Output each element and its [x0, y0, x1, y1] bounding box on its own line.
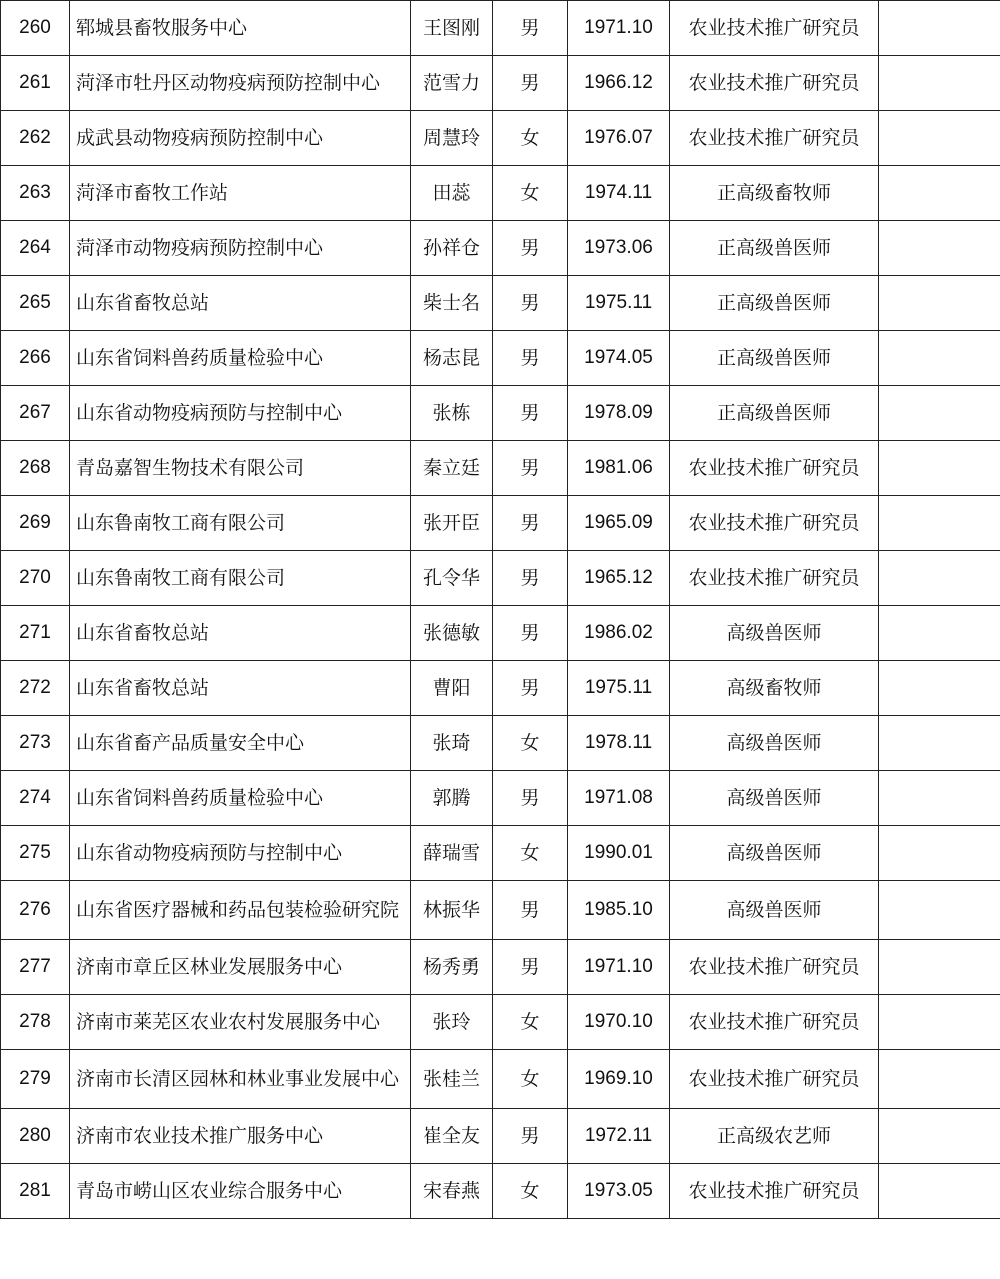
row-number: 281 [1, 1164, 70, 1219]
organization-cell: 菏泽市动物疫病预防控制中心 [70, 221, 411, 276]
birth-date-cell: 1973.06 [568, 221, 670, 276]
professional-title-cell: 正高级兽医师 [670, 331, 879, 386]
organization-cell: 青岛市崂山区农业综合服务中心 [70, 1164, 411, 1219]
gender-cell: 男 [493, 1, 568, 56]
row-number: 268 [1, 441, 70, 496]
table-row [1, 940, 1000, 995]
roster-body [1, 1, 1000, 1219]
person-name-cell: 宋春燕 [411, 1164, 493, 1219]
row-number: 278 [1, 995, 70, 1050]
organization-cell: 山东鲁南牧工商有限公司 [70, 496, 411, 551]
remarks-cell [879, 940, 1000, 995]
birth-date-cell: 1978.11 [568, 716, 670, 771]
birth-date-cell: 1986.02 [568, 606, 670, 661]
birth-date-cell: 1969.10 [568, 1050, 670, 1109]
row-number: 264 [1, 221, 70, 276]
person-name-cell: 张栋 [411, 386, 493, 441]
remarks-cell [879, 1, 1000, 56]
table-row [1, 661, 1000, 716]
organization-cell: 济南市章丘区林业发展服务中心 [70, 940, 411, 995]
birth-date-cell: 1965.09 [568, 496, 670, 551]
remarks-cell [879, 111, 1000, 166]
table-row [1, 331, 1000, 386]
table-row [1, 551, 1000, 606]
gender-cell: 男 [493, 441, 568, 496]
table-row [1, 56, 1000, 111]
professional-title-cell: 正高级畜牧师 [670, 166, 879, 221]
row-number: 269 [1, 496, 70, 551]
remarks-cell [879, 386, 1000, 441]
organization-cell: 菏泽市牡丹区动物疫病预防控制中心 [70, 56, 411, 111]
organization-cell: 山东省畜牧总站 [70, 661, 411, 716]
table-row [1, 771, 1000, 826]
gender-cell: 男 [493, 1109, 568, 1164]
professional-title-cell: 高级兽医师 [670, 771, 879, 826]
table-row [1, 1, 1000, 56]
organization-cell: 青岛嘉智生物技术有限公司 [70, 441, 411, 496]
person-name-cell: 王图刚 [411, 1, 493, 56]
professional-title-cell: 农业技术推广研究员 [670, 441, 879, 496]
birth-date-cell: 1985.10 [568, 881, 670, 940]
organization-cell: 济南市农业技术推广服务中心 [70, 1109, 411, 1164]
birth-date-cell: 1975.11 [568, 661, 670, 716]
professional-title-cell: 农业技术推广研究员 [670, 56, 879, 111]
gender-cell: 男 [493, 386, 568, 441]
remarks-cell [879, 56, 1000, 111]
organization-cell: 山东省动物疫病预防与控制中心 [70, 386, 411, 441]
professional-title-cell: 正高级兽医师 [670, 221, 879, 276]
gender-cell: 女 [493, 995, 568, 1050]
table-row [1, 1164, 1000, 1219]
remarks-cell [879, 716, 1000, 771]
remarks-cell [879, 1164, 1000, 1219]
person-name-cell: 秦立廷 [411, 441, 493, 496]
table-row [1, 166, 1000, 221]
professional-title-cell: 农业技术推广研究员 [670, 1, 879, 56]
person-name-cell: 柴士名 [411, 276, 493, 331]
table-row [1, 826, 1000, 881]
gender-cell: 男 [493, 881, 568, 940]
gender-cell: 男 [493, 940, 568, 995]
remarks-cell [879, 606, 1000, 661]
gender-cell: 男 [493, 496, 568, 551]
person-name-cell: 杨志昆 [411, 331, 493, 386]
gender-cell: 男 [493, 771, 568, 826]
birth-date-cell: 1976.07 [568, 111, 670, 166]
row-number: 265 [1, 276, 70, 331]
birth-date-cell: 1972.11 [568, 1109, 670, 1164]
organization-cell: 山东省饲料兽药质量检验中心 [70, 331, 411, 386]
table-row [1, 496, 1000, 551]
professional-title-cell: 高级兽医师 [670, 881, 879, 940]
row-number: 276 [1, 881, 70, 940]
birth-date-cell: 1971.10 [568, 1, 670, 56]
person-name-cell: 薛瑞雪 [411, 826, 493, 881]
professional-title-cell: 高级畜牧师 [670, 661, 879, 716]
row-number: 274 [1, 771, 70, 826]
table-row [1, 995, 1000, 1050]
remarks-cell [879, 166, 1000, 221]
gender-cell: 男 [493, 661, 568, 716]
gender-cell: 女 [493, 826, 568, 881]
row-number: 260 [1, 1, 70, 56]
birth-date-cell: 1978.09 [568, 386, 670, 441]
birth-date-cell: 1974.05 [568, 331, 670, 386]
table-row [1, 716, 1000, 771]
gender-cell: 女 [493, 1164, 568, 1219]
professional-title-cell: 农业技术推广研究员 [670, 940, 879, 995]
remarks-cell [879, 276, 1000, 331]
row-number: 279 [1, 1050, 70, 1109]
birth-date-cell: 1973.05 [568, 1164, 670, 1219]
gender-cell: 男 [493, 221, 568, 276]
gender-cell: 女 [493, 1050, 568, 1109]
organization-cell: 山东省畜牧总站 [70, 606, 411, 661]
table-row [1, 881, 1000, 940]
gender-cell: 女 [493, 166, 568, 221]
gender-cell: 女 [493, 111, 568, 166]
professional-title-cell: 正高级兽医师 [670, 276, 879, 331]
organization-cell: 山东省畜产品质量安全中心 [70, 716, 411, 771]
row-number: 272 [1, 661, 70, 716]
table-row [1, 111, 1000, 166]
remarks-cell [879, 661, 1000, 716]
row-number: 262 [1, 111, 70, 166]
person-name-cell: 张开臣 [411, 496, 493, 551]
organization-cell: 菏泽市畜牧工作站 [70, 166, 411, 221]
organization-cell: 山东省动物疫病预防与控制中心 [70, 826, 411, 881]
person-name-cell: 曹阳 [411, 661, 493, 716]
row-number: 263 [1, 166, 70, 221]
gender-cell: 男 [493, 56, 568, 111]
remarks-cell [879, 881, 1000, 940]
professional-title-cell: 农业技术推广研究员 [670, 1164, 879, 1219]
professional-title-cell: 正高级兽医师 [670, 386, 879, 441]
table-row [1, 441, 1000, 496]
professional-title-cell: 高级兽医师 [670, 606, 879, 661]
remarks-cell [879, 995, 1000, 1050]
row-number: 271 [1, 606, 70, 661]
table-row [1, 606, 1000, 661]
row-number: 261 [1, 56, 70, 111]
professional-title-cell: 农业技术推广研究员 [670, 496, 879, 551]
organization-cell: 郓城县畜牧服务中心 [70, 1, 411, 56]
gender-cell: 男 [493, 276, 568, 331]
remarks-cell [879, 331, 1000, 386]
row-number: 270 [1, 551, 70, 606]
organization-cell: 济南市长清区园林和林业事业发展中心 [70, 1050, 411, 1109]
remarks-cell [879, 1109, 1000, 1164]
person-name-cell: 崔全友 [411, 1109, 493, 1164]
row-number: 275 [1, 826, 70, 881]
professional-title-cell: 正高级农艺师 [670, 1109, 879, 1164]
birth-date-cell: 1990.01 [568, 826, 670, 881]
person-name-cell: 张德敏 [411, 606, 493, 661]
person-name-cell: 张琦 [411, 716, 493, 771]
organization-cell: 济南市莱芜区农业农村发展服务中心 [70, 995, 411, 1050]
remarks-cell [879, 496, 1000, 551]
birth-date-cell: 1971.10 [568, 940, 670, 995]
person-name-cell: 孔令华 [411, 551, 493, 606]
organization-cell: 成武县动物疫病预防控制中心 [70, 111, 411, 166]
row-number: 277 [1, 940, 70, 995]
table-row [1, 1050, 1000, 1109]
person-name-cell: 张桂兰 [411, 1050, 493, 1109]
professional-title-cell: 高级兽医师 [670, 716, 879, 771]
birth-date-cell: 1971.08 [568, 771, 670, 826]
remarks-cell [879, 221, 1000, 276]
row-number: 267 [1, 386, 70, 441]
person-name-cell: 周慧玲 [411, 111, 493, 166]
professional-title-cell: 高级兽医师 [670, 826, 879, 881]
birth-date-cell: 1970.10 [568, 995, 670, 1050]
remarks-cell [879, 441, 1000, 496]
table-row [1, 221, 1000, 276]
person-name-cell: 杨秀勇 [411, 940, 493, 995]
professional-title-cell: 农业技术推广研究员 [670, 111, 879, 166]
birth-date-cell: 1974.11 [568, 166, 670, 221]
birth-date-cell: 1966.12 [568, 56, 670, 111]
person-name-cell: 孙祥仓 [411, 221, 493, 276]
organization-cell: 山东省畜牧总站 [70, 276, 411, 331]
birth-date-cell: 1965.12 [568, 551, 670, 606]
remarks-cell [879, 826, 1000, 881]
birth-date-cell: 1981.06 [568, 441, 670, 496]
remarks-cell [879, 771, 1000, 826]
person-name-cell: 田蕊 [411, 166, 493, 221]
gender-cell: 女 [493, 716, 568, 771]
remarks-cell [879, 551, 1000, 606]
row-number: 266 [1, 331, 70, 386]
birth-date-cell: 1975.11 [568, 276, 670, 331]
person-name-cell: 范雪力 [411, 56, 493, 111]
person-name-cell: 林振华 [411, 881, 493, 940]
table-row [1, 276, 1000, 331]
organization-cell: 山东省饲料兽药质量检验中心 [70, 771, 411, 826]
professional-title-cell: 农业技术推广研究员 [670, 995, 879, 1050]
gender-cell: 男 [493, 331, 568, 386]
row-number: 280 [1, 1109, 70, 1164]
remarks-cell [879, 1050, 1000, 1109]
professional-title-cell: 农业技术推广研究员 [670, 551, 879, 606]
table-row [1, 1109, 1000, 1164]
organization-cell: 山东鲁南牧工商有限公司 [70, 551, 411, 606]
gender-cell: 男 [493, 606, 568, 661]
table-row [1, 386, 1000, 441]
person-name-cell: 郭腾 [411, 771, 493, 826]
organization-cell: 山东省医疗器械和药品包装检验研究院 [70, 881, 411, 940]
gender-cell: 男 [493, 551, 568, 606]
person-name-cell: 张玲 [411, 995, 493, 1050]
professional-title-cell: 农业技术推广研究员 [670, 1050, 879, 1109]
row-number: 273 [1, 716, 70, 771]
